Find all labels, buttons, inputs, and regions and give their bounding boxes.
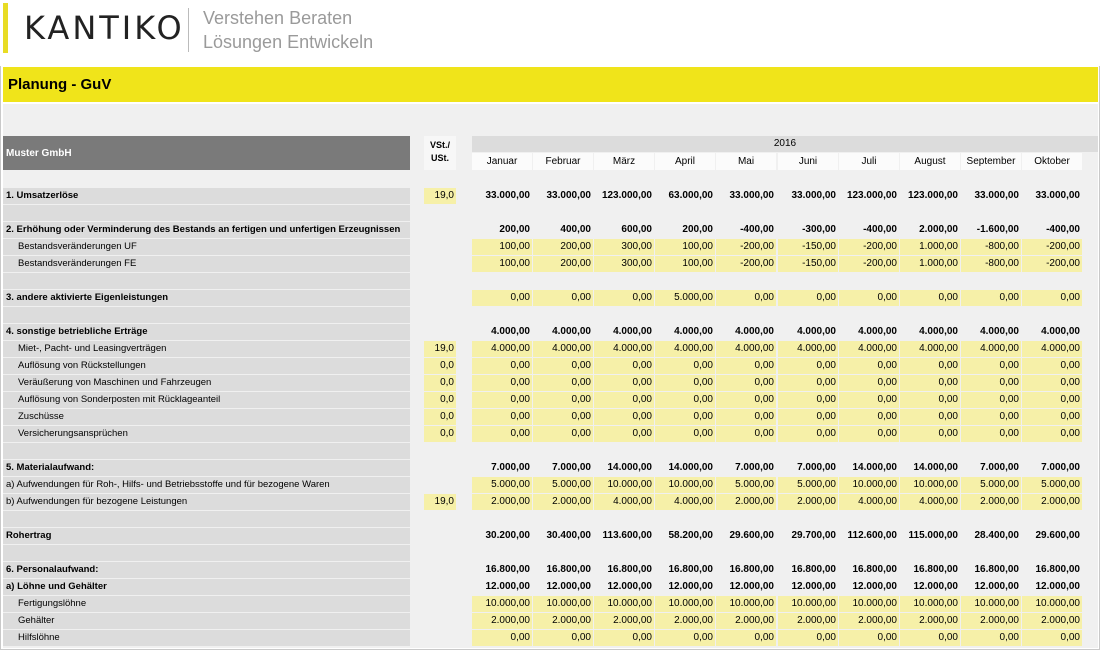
value-cell[interactable]: -1.600,00 bbox=[976, 224, 1019, 235]
spacer-row bbox=[0, 205, 1100, 221]
value-cell[interactable]: -200,00 bbox=[716, 256, 776, 272]
value-cell[interactable]: 0,00 bbox=[900, 392, 960, 408]
value-cell[interactable]: -400,00 bbox=[740, 224, 774, 235]
value-cell[interactable]: 10.000,00 bbox=[900, 596, 960, 612]
value-cell[interactable]: -150,00 bbox=[778, 256, 838, 272]
value-cell[interactable]: 0,00 bbox=[472, 358, 532, 374]
value-cell[interactable]: 400,00 bbox=[560, 224, 591, 235]
value-cell[interactable]: 14.000,00 bbox=[607, 462, 652, 473]
table-row bbox=[0, 494, 1100, 510]
value-cell[interactable]: 0,00 bbox=[1022, 409, 1082, 425]
row-label[interactable]: Auflösung von Sonderposten mit Rücklageanteil bbox=[3, 392, 410, 408]
vat-rate-cell[interactable]: 19,0 bbox=[424, 341, 456, 357]
value-cell[interactable]: 2.000,00 bbox=[472, 613, 532, 629]
value-cell[interactable]: 10.000,00 bbox=[533, 596, 593, 612]
value-cell[interactable]: 2.000,00 bbox=[1022, 613, 1082, 629]
value-cell[interactable]: 7.000,00 bbox=[797, 462, 836, 473]
table-row bbox=[0, 630, 1100, 646]
value-cell[interactable]: 14.000,00 bbox=[913, 462, 958, 473]
vat-header-line-1: VSt./ bbox=[429, 140, 450, 150]
company-name: Muster GmbH bbox=[6, 148, 72, 159]
value-cell[interactable]: 12.000,00 bbox=[546, 581, 591, 592]
value-cell[interactable]: 30.200,00 bbox=[485, 530, 530, 541]
value-cell[interactable]: 4.000,00 bbox=[778, 341, 838, 357]
month-header[interactable]: April bbox=[655, 153, 715, 170]
value-cell[interactable]: 0,00 bbox=[655, 392, 715, 408]
value-cell[interactable]: 0,00 bbox=[900, 375, 960, 391]
value-cell[interactable]: -800,00 bbox=[961, 239, 1021, 255]
value-cell[interactable]: 12.000,00 bbox=[485, 581, 530, 592]
value-cell[interactable]: 4.000,00 bbox=[655, 341, 715, 357]
spacer-row bbox=[0, 443, 1100, 459]
spacer-row bbox=[0, 511, 1100, 527]
row-label[interactable]: Zuschüsse bbox=[3, 409, 410, 425]
month-header[interactable]: Juli bbox=[839, 153, 899, 170]
value-cell[interactable]: 16.800,00 bbox=[729, 564, 774, 575]
value-cell[interactable]: 4.000,00 bbox=[674, 326, 713, 337]
row-label[interactable]: 3. andere aktivierte Eigenleistungen bbox=[3, 290, 410, 306]
value-cell[interactable]: 4.000,00 bbox=[613, 326, 652, 337]
value-cell[interactable]: 0,00 bbox=[961, 409, 1021, 425]
value-cell[interactable]: 0,00 bbox=[533, 426, 593, 442]
value-cell[interactable]: 4.000,00 bbox=[839, 494, 899, 510]
value-cell[interactable]: 33.000,00 bbox=[729, 190, 774, 201]
value-cell[interactable]: 10.000,00 bbox=[900, 477, 960, 493]
value-cell[interactable]: 2.000,00 bbox=[1022, 494, 1082, 510]
value-cell[interactable]: 16.800,00 bbox=[485, 564, 530, 575]
value-cell[interactable]: 16.800,00 bbox=[607, 564, 652, 575]
value-cell[interactable]: 0,00 bbox=[778, 630, 838, 646]
kantiko-logo: KANTIKO bbox=[24, 9, 185, 47]
value-cell[interactable]: 2.000,00 bbox=[655, 613, 715, 629]
value-cell[interactable]: 29.700,00 bbox=[791, 530, 836, 541]
value-cell[interactable]: 12.000,00 bbox=[852, 581, 897, 592]
value-cell[interactable]: 0,00 bbox=[472, 392, 532, 408]
table-row bbox=[0, 290, 1100, 306]
year-label: 2016 bbox=[773, 138, 797, 149]
value-cell[interactable]: 0,00 bbox=[900, 290, 960, 306]
table-row bbox=[0, 596, 1100, 612]
value-cell[interactable]: 0,00 bbox=[716, 630, 776, 646]
value-cell[interactable]: 0,00 bbox=[1022, 290, 1082, 306]
value-cell[interactable]: 0,00 bbox=[716, 409, 776, 425]
page-title: Planung - GuV bbox=[8, 76, 112, 93]
month-header[interactable]: Januar bbox=[472, 153, 532, 170]
table-row bbox=[0, 613, 1100, 629]
value-cell[interactable]: 5.000,00 bbox=[961, 477, 1021, 493]
value-cell[interactable]: 100,00 bbox=[472, 239, 532, 255]
value-cell[interactable]: 2.000,00 bbox=[961, 613, 1021, 629]
value-cell[interactable]: 2.000,00 bbox=[716, 494, 776, 510]
table-row bbox=[0, 460, 1100, 476]
month-header[interactable]: August bbox=[900, 153, 960, 170]
value-cell[interactable]: 0,00 bbox=[472, 630, 532, 646]
value-cell[interactable]: 0,00 bbox=[778, 358, 838, 374]
value-cell[interactable]: -200,00 bbox=[839, 256, 899, 272]
month-header[interactable]: Mai bbox=[716, 153, 776, 170]
year-header-cell[interactable] bbox=[472, 136, 1098, 152]
row-label[interactable] bbox=[3, 205, 410, 221]
value-cell[interactable]: -800,00 bbox=[961, 256, 1021, 272]
value-cell[interactable]: 4.000,00 bbox=[961, 341, 1021, 357]
value-cell[interactable]: 0,00 bbox=[778, 375, 838, 391]
value-cell[interactable]: 4.000,00 bbox=[919, 326, 958, 337]
value-cell[interactable]: 0,00 bbox=[594, 630, 654, 646]
vat-header-line-2: USt. bbox=[431, 153, 449, 163]
value-cell[interactable]: 100,00 bbox=[655, 239, 715, 255]
table-row bbox=[0, 256, 1100, 272]
value-cell[interactable]: 10.000,00 bbox=[655, 477, 715, 493]
value-cell[interactable]: -200,00 bbox=[1022, 239, 1082, 255]
value-cell[interactable]: 0,00 bbox=[594, 358, 654, 374]
value-cell[interactable]: 113.600,00 bbox=[602, 530, 652, 541]
value-cell[interactable]: 4.000,00 bbox=[716, 341, 776, 357]
value-cell[interactable]: 5.000,00 bbox=[472, 477, 532, 493]
vat-rate-cell[interactable]: 0,0 bbox=[424, 358, 456, 374]
row-label[interactable]: 1. Umsatzerlöse bbox=[3, 188, 410, 204]
value-cell[interactable]: 0,00 bbox=[472, 409, 532, 425]
table-row bbox=[0, 239, 1100, 255]
row-label[interactable] bbox=[3, 273, 410, 289]
value-cell[interactable]: 0,00 bbox=[839, 375, 899, 391]
value-cell[interactable]: 0,00 bbox=[533, 358, 593, 374]
value-cell[interactable]: 0,00 bbox=[778, 409, 838, 425]
value-cell[interactable]: 10.000,00 bbox=[594, 477, 654, 493]
value-cell[interactable]: 0,00 bbox=[655, 630, 715, 646]
value-cell[interactable]: 4.000,00 bbox=[491, 326, 530, 337]
row-label[interactable]: Miet-, Pacht- und Leasingverträgen bbox=[3, 341, 410, 357]
row-label[interactable]: Veräußerung von Maschinen und Fahrzeugen bbox=[3, 375, 410, 391]
value-cell[interactable]: 0,00 bbox=[655, 426, 715, 442]
value-cell[interactable]: -150,00 bbox=[778, 239, 838, 255]
value-cell[interactable]: 10.000,00 bbox=[1022, 596, 1082, 612]
title-bar bbox=[3, 67, 1098, 102]
value-cell[interactable]: 0,00 bbox=[1022, 375, 1082, 391]
value-cell[interactable]: -200,00 bbox=[839, 239, 899, 255]
value-cell[interactable]: 5.000,00 bbox=[655, 290, 715, 306]
value-cell[interactable]: 100,00 bbox=[655, 256, 715, 272]
value-cell[interactable]: 5.000,00 bbox=[778, 477, 838, 493]
value-cell[interactable]: 2.000,00 bbox=[716, 613, 776, 629]
row-label[interactable]: 6. Personalaufwand: bbox=[3, 562, 410, 578]
value-cell[interactable]: 7.000,00 bbox=[1041, 462, 1080, 473]
value-cell[interactable]: 12.000,00 bbox=[791, 581, 836, 592]
month-header[interactable]: Februar bbox=[533, 153, 593, 170]
month-header[interactable]: Oktober bbox=[1022, 153, 1082, 170]
value-cell[interactable]: 12.000,00 bbox=[607, 581, 652, 592]
value-cell[interactable]: 16.800,00 bbox=[974, 564, 1019, 575]
value-cell[interactable]: 5.000,00 bbox=[533, 477, 593, 493]
value-cell[interactable]: 12.000,00 bbox=[668, 581, 713, 592]
row-label[interactable]: Versicherungsansprüchen bbox=[3, 426, 410, 442]
month-header[interactable]: März bbox=[594, 153, 654, 170]
row-label[interactable]: 2. Erhöhung oder Verminderung des Bestands an fertigen und unfertigen Erzeugnissen bbox=[3, 222, 410, 238]
value-cell[interactable]: 10.000,00 bbox=[472, 596, 532, 612]
value-cell[interactable]: 0,00 bbox=[594, 290, 654, 306]
value-cell[interactable]: 0,00 bbox=[961, 375, 1021, 391]
value-cell[interactable]: 2.000,00 bbox=[594, 613, 654, 629]
value-cell[interactable]: 4.000,00 bbox=[594, 494, 654, 510]
value-cell[interactable]: 7.000,00 bbox=[735, 462, 774, 473]
value-cell[interactable]: 12.000,00 bbox=[974, 581, 1019, 592]
value-cell[interactable]: 0,00 bbox=[839, 630, 899, 646]
value-cell[interactable]: 200,00 bbox=[499, 224, 530, 235]
value-cell[interactable]: 0,00 bbox=[839, 392, 899, 408]
value-cell[interactable]: 29.600,00 bbox=[1035, 530, 1080, 541]
row-label[interactable]: b) Aufwendungen für bezogene Leistungen bbox=[3, 494, 410, 510]
value-cell[interactable]: 2.000,00 bbox=[778, 494, 838, 510]
value-cell[interactable]: 0,00 bbox=[839, 409, 899, 425]
slogan-line-1: Verstehen Beraten bbox=[203, 8, 353, 28]
value-cell[interactable]: 16.800,00 bbox=[913, 564, 958, 575]
value-cell[interactable]: 28.400,00 bbox=[974, 530, 1019, 541]
value-cell[interactable]: 7.000,00 bbox=[980, 462, 1019, 473]
value-cell[interactable]: 0,00 bbox=[472, 290, 532, 306]
value-cell[interactable]: 4.000,00 bbox=[472, 341, 532, 357]
value-cell[interactable]: 2.000,00 bbox=[472, 494, 532, 510]
month-header[interactable]: September bbox=[961, 153, 1021, 170]
company-header-cell[interactable] bbox=[3, 136, 410, 170]
slogan-line-2: Lösungen Entwickeln bbox=[203, 32, 374, 52]
value-cell[interactable]: 58.200,00 bbox=[668, 530, 713, 541]
value-cell[interactable]: 0,00 bbox=[961, 358, 1021, 374]
value-cell[interactable]: 16.800,00 bbox=[1035, 564, 1080, 575]
value-cell[interactable]: 0,00 bbox=[655, 358, 715, 374]
value-cell[interactable]: 0,00 bbox=[594, 375, 654, 391]
value-cell[interactable]: 10.000,00 bbox=[778, 596, 838, 612]
value-cell[interactable]: 0,00 bbox=[594, 392, 654, 408]
row-label[interactable]: Bestandsveränderungen FE bbox=[3, 256, 410, 272]
value-cell[interactable]: 0,00 bbox=[1022, 630, 1082, 646]
value-cell[interactable]: 200,00 bbox=[533, 256, 593, 272]
table-row bbox=[0, 477, 1100, 493]
value-cell[interactable]: 0,00 bbox=[594, 426, 654, 442]
value-cell[interactable]: 0,00 bbox=[1022, 392, 1082, 408]
value-cell[interactable]: 4.000,00 bbox=[1041, 326, 1080, 337]
value-cell[interactable]: 0,00 bbox=[716, 290, 776, 306]
value-cell[interactable]: 2.000,00 bbox=[961, 494, 1021, 510]
value-cell[interactable]: 10.000,00 bbox=[716, 596, 776, 612]
value-cell[interactable]: 4.000,00 bbox=[797, 326, 836, 337]
value-cell[interactable]: 0,00 bbox=[900, 409, 960, 425]
value-cell[interactable]: 4.000,00 bbox=[594, 341, 654, 357]
value-cell[interactable]: 5.000,00 bbox=[1022, 477, 1082, 493]
value-cell[interactable]: 2.000,00 bbox=[919, 224, 958, 235]
row-label[interactable]: a) Aufwendungen für Roh-, Hilfs- und Betriebsstoffe und für bezogene Waren bbox=[3, 477, 410, 493]
value-cell[interactable]: 2.000,00 bbox=[533, 494, 593, 510]
value-cell[interactable]: 2.000,00 bbox=[839, 613, 899, 629]
row-label[interactable]: Bestandsveränderungen UF bbox=[3, 239, 410, 255]
value-cell[interactable]: 0,00 bbox=[716, 375, 776, 391]
value-cell[interactable]: 0,00 bbox=[533, 290, 593, 306]
value-cell[interactable]: 0,00 bbox=[533, 375, 593, 391]
value-cell[interactable]: 4.000,00 bbox=[533, 341, 593, 357]
value-cell[interactable]: 4.000,00 bbox=[735, 326, 774, 337]
value-cell[interactable]: 0,00 bbox=[1022, 358, 1082, 374]
value-cell[interactable]: 0,00 bbox=[778, 426, 838, 442]
value-cell[interactable]: 4.000,00 bbox=[552, 326, 591, 337]
value-cell[interactable]: 10.000,00 bbox=[839, 596, 899, 612]
value-cell[interactable]: 0,00 bbox=[839, 290, 899, 306]
value-cell[interactable]: 33.000,00 bbox=[485, 190, 530, 201]
vat-rate-cell[interactable]: 0,0 bbox=[424, 392, 456, 408]
value-cell[interactable]: 0,00 bbox=[472, 426, 532, 442]
vat-rate-cell[interactable]: 0,0 bbox=[424, 375, 456, 391]
value-cell[interactable]: 2.000,00 bbox=[533, 613, 593, 629]
table-row bbox=[0, 579, 1100, 595]
value-cell[interactable]: 16.800,00 bbox=[668, 564, 713, 575]
value-cell[interactable]: 16.800,00 bbox=[852, 564, 897, 575]
value-cell[interactable]: -200,00 bbox=[716, 239, 776, 255]
value-cell[interactable]: 33.000,00 bbox=[791, 190, 836, 201]
header bbox=[0, 0, 1100, 66]
value-cell[interactable]: 14.000,00 bbox=[668, 462, 713, 473]
value-cell[interactable]: -400,00 bbox=[1046, 224, 1080, 235]
value-cell[interactable]: 100,00 bbox=[472, 256, 532, 272]
value-cell[interactable]: 123.000,00 bbox=[846, 190, 897, 201]
value-cell[interactable]: 0,00 bbox=[472, 375, 532, 391]
row-label[interactable]: 5. Materialaufwand: bbox=[3, 460, 410, 476]
value-cell[interactable]: 4.000,00 bbox=[858, 326, 897, 337]
table-row bbox=[0, 409, 1100, 425]
value-cell[interactable]: -200,00 bbox=[1022, 256, 1082, 272]
row-label[interactable]: Fertigungslöhne bbox=[3, 596, 410, 612]
table-row bbox=[0, 562, 1100, 578]
value-cell[interactable]: 29.600,00 bbox=[729, 530, 774, 541]
value-cell[interactable]: 0,00 bbox=[900, 358, 960, 374]
table-row bbox=[0, 324, 1100, 340]
table-row bbox=[0, 426, 1100, 442]
value-cell[interactable]: 200,00 bbox=[533, 239, 593, 255]
value-cell[interactable]: 10.000,00 bbox=[839, 477, 899, 493]
value-cell[interactable]: 0,00 bbox=[1022, 426, 1082, 442]
row-label[interactable]: a) Löhne und Gehälter bbox=[3, 579, 410, 595]
row-label[interactable]: Gehälter bbox=[3, 613, 410, 629]
value-cell[interactable]: 16.800,00 bbox=[546, 564, 591, 575]
value-cell[interactable]: 0,00 bbox=[533, 409, 593, 425]
value-cell[interactable]: 123.000,00 bbox=[907, 190, 958, 201]
value-cell[interactable]: 2.000,00 bbox=[778, 613, 838, 629]
month-header[interactable]: Juni bbox=[778, 153, 838, 170]
value-cell[interactable]: 112.600,00 bbox=[847, 530, 897, 541]
row-label[interactable] bbox=[3, 307, 410, 323]
value-cell[interactable]: 12.000,00 bbox=[1035, 581, 1080, 592]
vat-rate-cell[interactable]: 19,0 bbox=[424, 494, 456, 510]
row-label[interactable] bbox=[3, 443, 410, 459]
value-cell[interactable]: 1.000,00 bbox=[900, 239, 960, 255]
table-row bbox=[0, 392, 1100, 408]
value-cell[interactable]: 0,00 bbox=[716, 426, 776, 442]
value-cell[interactable]: 4.000,00 bbox=[980, 326, 1019, 337]
value-cell[interactable]: 0,00 bbox=[778, 290, 838, 306]
value-cell[interactable]: 0,00 bbox=[839, 426, 899, 442]
value-cell[interactable]: 16.800,00 bbox=[791, 564, 836, 575]
value-cell[interactable]: 0,00 bbox=[900, 426, 960, 442]
table-row bbox=[0, 528, 1100, 544]
value-cell[interactable]: 30.400,00 bbox=[546, 530, 591, 541]
value-cell[interactable]: 10.000,00 bbox=[655, 596, 715, 612]
value-cell[interactable]: -300,00 bbox=[802, 224, 836, 235]
value-cell[interactable]: 0,00 bbox=[839, 358, 899, 374]
row-label[interactable]: Rohertrag bbox=[3, 528, 410, 544]
spacer-row bbox=[0, 545, 1100, 561]
row-label[interactable]: 4. sonstige betriebliche Erträge bbox=[3, 324, 410, 340]
table-row bbox=[0, 375, 1100, 391]
value-cell[interactable]: 0,00 bbox=[961, 290, 1021, 306]
value-cell[interactable]: 5.000,00 bbox=[716, 477, 776, 493]
value-cell[interactable]: 123.000,00 bbox=[601, 190, 652, 201]
row-label[interactable] bbox=[3, 545, 410, 561]
value-cell[interactable]: 0,00 bbox=[961, 426, 1021, 442]
value-cell[interactable]: 600,00 bbox=[621, 224, 652, 235]
value-cell[interactable]: 0,00 bbox=[778, 392, 838, 408]
value-cell[interactable]: 10.000,00 bbox=[961, 596, 1021, 612]
table-row bbox=[0, 341, 1100, 357]
table-row bbox=[0, 358, 1100, 374]
spacer-row bbox=[0, 273, 1100, 289]
value-cell[interactable]: 0,00 bbox=[961, 392, 1021, 408]
value-cell[interactable]: 33.000,00 bbox=[974, 190, 1019, 201]
value-cell[interactable]: 0,00 bbox=[716, 358, 776, 374]
value-cell[interactable]: 0,00 bbox=[900, 630, 960, 646]
value-cell[interactable]: 2.000,00 bbox=[900, 613, 960, 629]
logo-divider bbox=[188, 8, 189, 52]
value-cell[interactable]: 0,00 bbox=[533, 392, 593, 408]
value-cell[interactable]: 7.000,00 bbox=[491, 462, 530, 473]
vat-header-cell[interactable] bbox=[424, 136, 456, 170]
value-cell[interactable]: 7.000,00 bbox=[552, 462, 591, 473]
value-cell[interactable]: 300,00 bbox=[594, 239, 654, 255]
vat-rate-cell[interactable]: 0,0 bbox=[424, 426, 456, 442]
value-cell[interactable]: 0,00 bbox=[961, 630, 1021, 646]
table-row bbox=[0, 222, 1100, 238]
value-cell[interactable]: 115.000,00 bbox=[908, 530, 958, 541]
value-cell[interactable]: 0,00 bbox=[594, 409, 654, 425]
value-cell[interactable]: 200,00 bbox=[682, 224, 713, 235]
value-cell[interactable]: 4.000,00 bbox=[1022, 341, 1082, 357]
value-cell[interactable]: 4.000,00 bbox=[900, 494, 960, 510]
table-row bbox=[0, 188, 1100, 204]
vat-rate-cell[interactable]: 19,0 bbox=[424, 188, 456, 204]
value-cell[interactable]: -400,00 bbox=[863, 224, 897, 235]
value-cell[interactable]: 1.000,00 bbox=[900, 256, 960, 272]
value-cell[interactable]: 63.000,00 bbox=[668, 190, 713, 201]
value-cell[interactable]: 0,00 bbox=[716, 392, 776, 408]
row-label[interactable] bbox=[3, 511, 410, 527]
value-cell[interactable]: 0,00 bbox=[655, 375, 715, 391]
value-cell[interactable]: 33.000,00 bbox=[1035, 190, 1080, 201]
value-cell[interactable]: 4.000,00 bbox=[839, 341, 899, 357]
row-label[interactable]: Hilfslöhne bbox=[3, 630, 410, 646]
vat-rate-cell[interactable]: 0,0 bbox=[424, 409, 456, 425]
value-cell[interactable]: 300,00 bbox=[594, 256, 654, 272]
value-cell[interactable]: 14.000,00 bbox=[852, 462, 897, 473]
value-cell[interactable]: 33.000,00 bbox=[546, 190, 591, 201]
value-cell[interactable]: 12.000,00 bbox=[729, 581, 774, 592]
value-cell[interactable]: 4.000,00 bbox=[900, 341, 960, 357]
value-cell[interactable]: 12.000,00 bbox=[913, 581, 958, 592]
value-cell[interactable]: 0,00 bbox=[655, 409, 715, 425]
value-cell[interactable]: 10.000,00 bbox=[594, 596, 654, 612]
spacer-row bbox=[0, 307, 1100, 323]
value-cell[interactable]: 0,00 bbox=[533, 630, 593, 646]
accent-bar bbox=[3, 3, 8, 53]
value-cell[interactable]: 4.000,00 bbox=[655, 494, 715, 510]
row-label[interactable]: Auflösung von Rückstellungen bbox=[3, 358, 410, 374]
